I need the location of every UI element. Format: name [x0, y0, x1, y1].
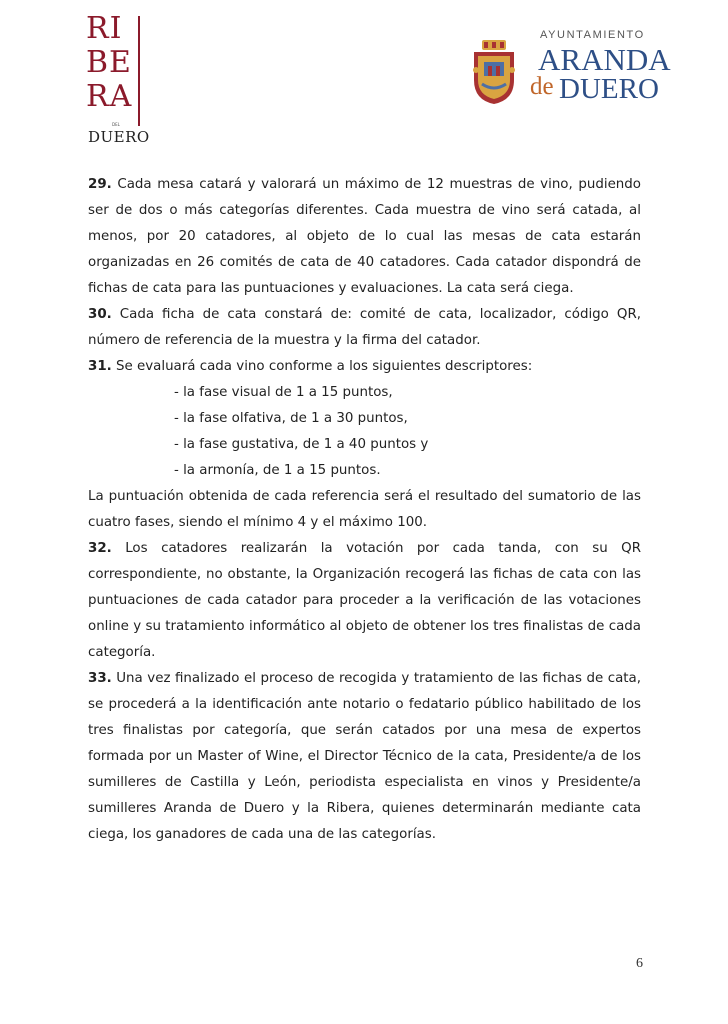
paragraph-text: Una vez finalizado el proceso de recogida y tratamiento de las fichas de cata, se procederá a la identificación ante notario o fedatario público habilitado de los tres finalistas por categoría, que serán catados por una mesa de expertos formada por un Master of Wine, el Director Técnico de la cata, Presidente/a de los sumilleres de Castilla y León, periodista especialista en vinos y Presidente/a sumilleres Aranda de Duero y la Ribera, quienes determinarán mediante cata ciega, los ganadores de cada una de las categorías.	[88, 671, 641, 842]
ayuntamiento-label: AYUNTAMIENTO	[540, 29, 645, 41]
paragraph-31	[88, 354, 641, 380]
paragraph-score	[88, 484, 641, 536]
logo-line-3: RA	[86, 79, 133, 114]
descriptor-item: - la fase gustativa, de 1 a 40 puntos y	[174, 437, 429, 452]
aranda-label: ARANDA	[538, 42, 671, 77]
descriptor-item: - la fase olfativa, de 1 a 30 puntos,	[174, 411, 408, 426]
de-label: de	[530, 73, 554, 100]
descriptor-item: - la fase visual de 1 a 15 puntos,	[174, 385, 393, 400]
page-number: 6	[636, 956, 643, 971]
paragraph-30	[88, 302, 641, 354]
paragraph-text: Los catadores realizarán la votación por cada tanda, con su QR correspondiente, no obstante, la Organización recogerá las fichas de cata con las puntuaciones de cada catador para proceder a la verificación de las votaciones online y su tratamiento informático al objeto de obtener los tres finalistas de cada categoría.	[88, 541, 641, 660]
logo-line-1: RI	[86, 11, 123, 46]
paragraph-number: 31.	[88, 359, 112, 374]
paragraph-text: Cada mesa catará y valorará un máximo de 12 muestras de vino, pudiendo ser de dos o más categorías diferentes. Cada muestra de vino será catada, al menos, por 20 catadores, al objeto de lo cual las mesas de cata estarán organizadas en 26 comités de cata de 40 catadores. Cada catador dispondrá de fichas de cata para las puntuaciones y evaluaciones. La cata será ciega.	[88, 177, 641, 296]
paragraph-text: Cada ficha de cata constará de: comité de cata, localizador, código QR, número de referencia de la muestra y la firma del catador.	[88, 307, 641, 348]
duero-label: DUERO	[559, 73, 659, 105]
paragraph-text: Se evaluará cada vino conforme a los siguientes descriptores:	[111, 359, 533, 374]
paragraph-number: 30.	[88, 307, 112, 322]
paragraph-33	[88, 666, 641, 848]
paragraph-number: 32.	[88, 541, 112, 556]
ayuntamiento-aranda-logo	[470, 26, 671, 112]
document-body	[88, 172, 641, 848]
ribera-del-duero-logo	[86, 11, 150, 146]
paragraph-text: La puntuación obtenida de cada referencia será el resultado del sumatorio de las cuatro fases, siendo el mínimo 4 y el máximo 100.	[88, 489, 641, 530]
paragraph-number: 29.	[88, 177, 112, 192]
paragraph-32	[88, 536, 641, 666]
paragraph-29	[88, 172, 641, 302]
paragraph-number: 33.	[88, 671, 112, 686]
logo-divider	[138, 16, 140, 126]
logo-duero: DUERO	[88, 128, 150, 146]
logo-line-2: BE	[86, 45, 132, 80]
logo-del: DEL	[112, 122, 120, 127]
coat-of-arms-icon	[470, 40, 518, 106]
descriptor-item: - la armonía, de 1 a 15 puntos.	[174, 463, 381, 478]
